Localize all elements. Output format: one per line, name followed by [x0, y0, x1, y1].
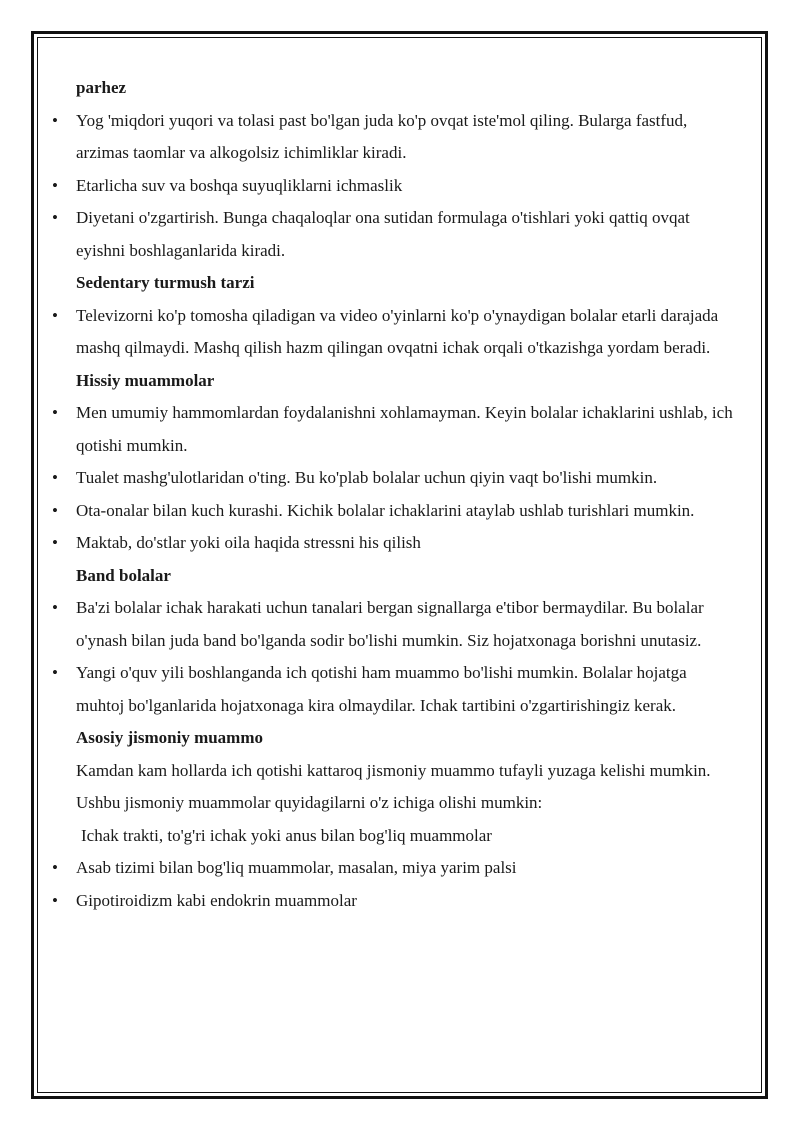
- list-item-text: Yog 'miqdori yuqori va tolasi past bo'lgan juda ko'p ovqat iste'mol qiling. Bularga fastfud, arzimas taomlar va alkogolsiz ichimliklar kiradi.: [76, 110, 688, 162]
- list-item-text: Ota-onalar bilan kuch kurashi. Kichik bolalar ichaklarini ataylab ushlab turishlari mumkin.: [76, 500, 695, 520]
- list-item: [52, 202, 736, 267]
- list-item-text: Asab tizimi bilan bog'liq muammolar, masalan, miya yarim palsi: [76, 858, 517, 877]
- bullet-icon: •: [52, 305, 58, 325]
- list-item-text: Diyetani o'zgartirish. Bunga chaqaloqlar ona sutidan formulaga o'tishlari yoki qattiq ovqat eyishni boshlaganlarida kiradi.: [76, 208, 690, 260]
- list-item: [52, 852, 736, 885]
- bullet-icon: •: [52, 533, 58, 552]
- list-item-text: Televizorni ko'p tomosha qiladigan va video o'yinlarni ko'p o'ynaydigan bolalar etarli darajada mashq qilmaydi. Mashq qilish hazm qilingan ovqatni ichak orqali o'tkazishga yordam beradi.: [76, 305, 719, 357]
- bullet-icon: •: [52, 110, 58, 130]
- list-item: [52, 300, 736, 365]
- paragraph: Kamdan kam hollarda ich qotishi kattaroq jismoniy muammo tufayli yuzaga kelishi mumkin. Ushbu jismoniy muammolar quyidagilarni o'z ichiga olishi mumkin:: [76, 760, 711, 812]
- list-item-text: Etarlicha suv va boshqa suyuqliklarni ichmaslik: [76, 175, 403, 195]
- list-item-text: Gipotiroidizm kabi endokrin muammolar: [76, 890, 357, 910]
- bullet-icon: •: [52, 663, 58, 682]
- bullet-icon: •: [52, 500, 58, 520]
- list-item-text: Maktab, do'stlar yoki oila haqida stressni his qilish: [76, 533, 421, 552]
- list-item-text: Men umumiy hammomlardan foydalanishni xohlamayman. Keyin bolalar ichaklarini ushlab, ich qotishi mumkin.: [76, 403, 733, 455]
- bullet-icon: •: [52, 890, 58, 910]
- list-item: [52, 885, 736, 918]
- list-item: [52, 527, 736, 560]
- list-item: [52, 657, 736, 722]
- list-item-text: Tualet mashg'ulotlaridan o'ting. Bu ko'plab bolalar uchun qiyin vaqt bo'lishi mumkin.: [76, 468, 658, 487]
- bullet-icon: •: [52, 403, 58, 422]
- bullet-icon: •: [52, 208, 58, 227]
- list-item: [52, 592, 736, 657]
- list-item: [52, 397, 736, 462]
- bullet-icon: •: [52, 468, 58, 487]
- paragraph: Ichak trakti, to'g'ri ichak yoki anus bilan bog'liq muammolar: [81, 825, 492, 845]
- section-heading: parhez: [76, 78, 127, 97]
- bullet-icon: •: [52, 598, 58, 617]
- list-item: [52, 170, 736, 203]
- list-item-text: Yangi o'quv yili boshlanganda ich qotishi ham muammo bo'lishi mumkin. Bolalar hojatga muhtoj bo'lganlarida hojatxonaga kira olmaydilar. Ichak tartibini o'zgartirishingiz kerak.: [76, 663, 687, 715]
- bullet-icon: •: [52, 858, 58, 877]
- bullet-icon: •: [52, 175, 58, 195]
- section-heading: Band bolalar: [76, 565, 171, 585]
- list-item: [52, 462, 736, 495]
- list-item: [52, 495, 736, 528]
- section-heading: Sedentary turmush tarzi: [76, 273, 255, 292]
- list-item-text: Ba'zi bolalar ichak harakati uchun tanalari bergan signallarga e'tibor bermaydilar. Bu bolalar o'ynash bilan juda band bo'lganda sodir bo'lishi mumkin. Siz hojatxonaga borishni unutasiz.: [76, 598, 704, 650]
- section-heading: Hissiy muammolar: [76, 370, 215, 390]
- section-heading: Asosiy jismoniy muammo: [76, 728, 264, 747]
- list-item: [52, 105, 736, 170]
- document-body: [52, 72, 736, 917]
